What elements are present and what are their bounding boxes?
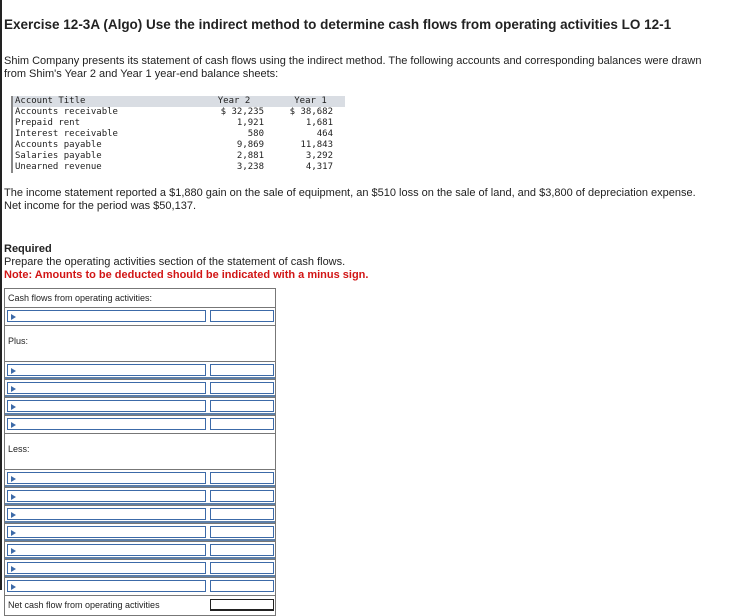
description-input[interactable] [7,364,206,376]
plus-row [4,416,276,434]
row-divider [5,377,275,379]
dropdown-arrow-icon [11,314,16,320]
account-name: Prepaid rent [15,118,81,128]
year-1-value: $ 38,682 [289,107,333,117]
amount-input[interactable] [210,382,274,394]
table-row [13,129,345,140]
year-1-value: 3,292 [305,151,333,161]
dropdown-arrow-icon [11,584,16,590]
amount-input[interactable] [210,490,274,502]
row-divider [5,575,275,577]
description-input[interactable] [7,490,206,502]
account-name: Unearned revenue [15,162,102,172]
row-divider [5,503,275,505]
net-cash-flow-label: Net cash flow from operating activities [8,600,160,610]
balance-table-wrapper [11,96,345,173]
row-divider [5,413,275,415]
year-1-value: 11,843 [300,140,333,150]
year-2-value: 2,881 [236,151,264,161]
plus-row [4,362,276,380]
plus-row [4,398,276,416]
description-input[interactable] [7,310,206,322]
amount-input[interactable] [210,310,274,322]
dropdown-arrow-icon [11,548,16,554]
header-account-title: Account Title [13,96,192,107]
exercise-title: Exercise 12-3A (Algo) Use the indirect method to determine cash flows from operating activities LO 12-1 [4,17,672,32]
dropdown-arrow-icon [11,530,16,536]
description-input[interactable] [7,418,206,430]
year-1-value: 464 [316,129,333,139]
dropdown-arrow-icon [11,386,16,392]
table-row [13,162,345,173]
amount-input[interactable] [210,472,274,484]
year-2-value: 1,921 [236,118,264,128]
less-row [4,560,276,578]
less-row [4,488,276,506]
left-border [0,0,2,590]
operating-activities-worksheet [4,288,276,616]
row-divider [5,395,275,397]
year-2-value: 580 [247,129,264,139]
description-input[interactable] [7,580,206,592]
dropdown-arrow-icon [11,368,16,374]
required-instruction: Prepare the operating activities section of the statement of cash flows. [4,256,346,268]
description-input[interactable] [7,472,206,484]
row-divider [5,521,275,523]
net-cash-flow-row [4,596,276,616]
row-divider [5,485,275,487]
net-cash-flow-input[interactable] [210,599,274,611]
dropdown-arrow-icon [11,404,16,410]
amount-input[interactable] [210,562,274,574]
description-input[interactable] [7,562,206,574]
required-heading: Required [4,243,52,255]
less-row [4,506,276,524]
less-label: Less: [8,444,30,454]
plus-label: Plus: [8,336,29,346]
account-name: Accounts payable [15,140,102,150]
description-input[interactable] [7,526,206,538]
income-statement-text: The income statement reported a $1,880 gain on the sale of equipment, an $510 loss on the sale of land, and $3,800 of depreciation expense. Net income for the period was $50,137. [4,187,696,212]
account-name: Accounts receivable [15,107,118,117]
dropdown-arrow-icon [11,512,16,518]
row-divider [5,539,275,541]
amount-input[interactable] [210,364,274,376]
account-name: Salaries payable [15,151,102,161]
description-input[interactable] [7,382,206,394]
amount-input[interactable] [210,418,274,430]
less-row [4,578,276,596]
table-row [13,140,345,151]
less-row [4,542,276,560]
amount-input[interactable] [210,526,274,538]
less-heading-row [4,434,276,470]
table-row [13,151,345,162]
year-2-value: 3,238 [236,162,264,172]
plus-row [4,380,276,398]
dropdown-arrow-icon [11,494,16,500]
description-input[interactable] [7,508,206,520]
dropdown-arrow-icon [11,566,16,572]
year-2-value: 9,869 [236,140,264,150]
header-year-2: Year 2 [192,96,276,107]
net-income-row [4,308,276,326]
year-1-value: 4,317 [305,162,333,172]
plus-heading-row [4,326,276,362]
balance-table-header [13,96,345,107]
amount-input[interactable] [210,580,274,592]
year-2-value: $ 32,235 [220,107,264,117]
table-row [13,118,345,129]
intro-text: Shim Company presents its statement of cash flows using the indirect method. The following accounts and corresponding balances were drawn from Shim's Year 2 and Year 1 year-end balance sheets: [4,55,702,80]
dropdown-arrow-icon [11,422,16,428]
dropdown-arrow-icon [11,476,16,482]
table-row [13,107,345,118]
description-input[interactable] [7,544,206,556]
description-input[interactable] [7,400,206,412]
header-year-1: Year 1 [276,96,345,107]
balance-table [13,96,345,173]
amount-input[interactable] [210,544,274,556]
amount-input[interactable] [210,400,274,412]
minus-sign-note: Note: Amounts to be deducted should be indicated with a minus sign. [4,269,369,281]
less-row [4,470,276,488]
year-1-value: 1,681 [305,118,333,128]
row-divider [5,557,275,559]
account-name: Interest receivable [15,129,118,139]
cash-flows-label: Cash flows from operating activities: [8,293,153,303]
amount-input[interactable] [210,508,274,520]
required-section [4,243,714,282]
less-row [4,524,276,542]
cash-flows-heading-row [4,288,276,308]
